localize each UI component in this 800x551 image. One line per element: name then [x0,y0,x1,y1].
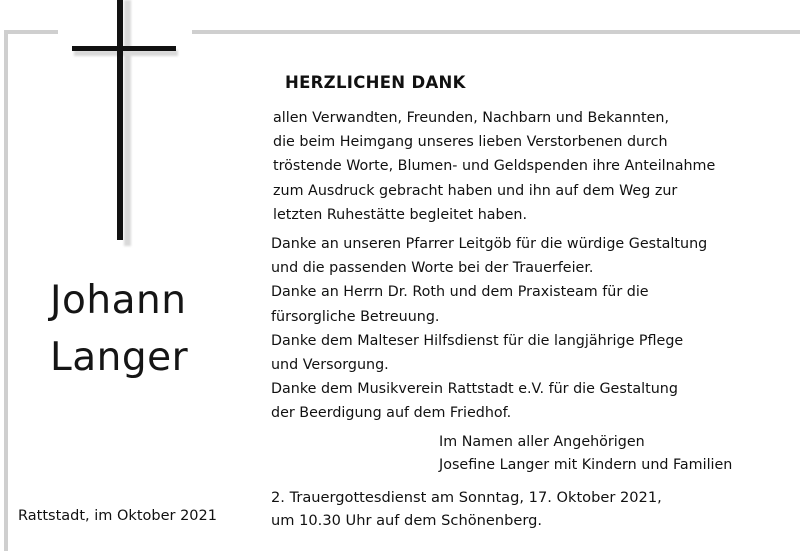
service-line: um 10.30 Uhr auf dem Schönenberg. [271,511,542,529]
place-and-date: Rattstadt, im Oktober 2021 [18,508,217,524]
text-line: fürsorgliche Betreuung. [271,308,440,325]
text-line: Danke an unseren Pfarrer Leitgöb für die würdige Gestaltung [271,236,708,252]
text-line: letzten Ruhestätte begleitet haben. [273,206,527,223]
text-line: tröstende Worte, Blumen- und Geldspenden ihre Anteilnahme [273,158,716,175]
text-line: Danke dem Musikverein Rattstadt e.V. für die Gestaltung [271,381,678,398]
signature-block [439,431,732,476]
text-line: Danke dem Malteser Hilfsdienst für die langjährige Pflege [271,332,684,349]
frame-border-left [4,30,8,551]
text-line: und die passenden Worte bei der Trauerfeier. [271,260,594,277]
text-line: die beim Heimgang unseres lieben Verstorbenen durch [273,134,668,151]
text-line: Danke an Herrn Dr. Roth und dem Praxisteam für die [271,284,649,301]
last-name: Langer [50,335,189,380]
service-announcement [271,487,662,532]
signature-line: Im Namen aller Angehörigen [439,434,645,450]
frame-border-top-right [192,30,800,34]
special-thanks-paragraph [271,232,707,426]
text-line: der Beerdigung auf dem Friedhof. [271,405,512,422]
signature-line: Josefine Langer mit Kindern und Familien [439,456,733,473]
frame-border-top-left [4,30,58,34]
text-line: allen Verwandten, Freunden, Nachbarn und Bekannten, [273,110,669,126]
cross-icon [60,0,180,250]
service-line: 2. Trauergottesdienst am Sonntag, 17. Oktober 2021, [271,489,662,506]
thanks-paragraph [273,106,715,227]
thanks-heading: HERZLICHEN DANK [285,73,466,92]
first-name: Johann [50,278,187,323]
text-line: und Versorgung. [271,357,389,374]
deceased-name [50,272,188,386]
text-line: zum Ausdruck gebracht haben und ihn auf dem Weg zur [273,182,678,199]
